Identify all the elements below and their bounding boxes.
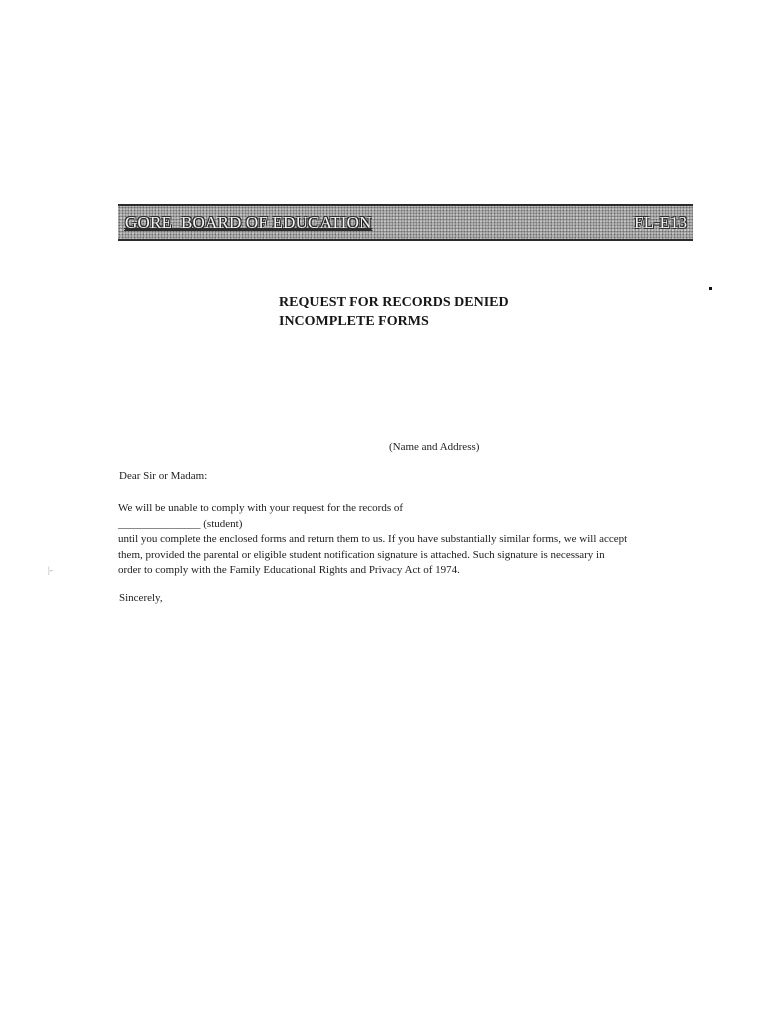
body-line: We will be unable to comply with your request for the records of	[118, 502, 404, 514]
body-line: until you complete the enclosed forms and return them to us. If you have substantially similar forms, we will accept	[118, 533, 628, 545]
title-line-2: INCOMPLETE FORMS	[279, 314, 429, 329]
student-blank-line: _______________ (student)	[118, 517, 243, 530]
margin-mark: |-	[48, 565, 53, 575]
letter-body	[118, 501, 678, 579]
form-code: FL-E13	[634, 213, 687, 232]
body-line: order to comply with the Family Educational Rights and Privacy Act of 1974.	[118, 564, 460, 576]
title-line-1: REQUEST FOR RECORDS DENIED	[279, 295, 509, 310]
letter-title	[279, 293, 509, 331]
body-line: them, provided the parental or eligible student notification signature is attached. Such signature is necessary in	[118, 548, 605, 561]
salutation: Dear Sir or Madam:	[119, 470, 208, 482]
scan-speck	[709, 287, 712, 290]
name-address-placeholder: (Name and Address)	[389, 441, 480, 453]
header-banner	[118, 204, 693, 241]
org-name: GORE BOARD OF EDUCATION	[125, 213, 372, 232]
closing: Sincerely,	[119, 592, 163, 604]
